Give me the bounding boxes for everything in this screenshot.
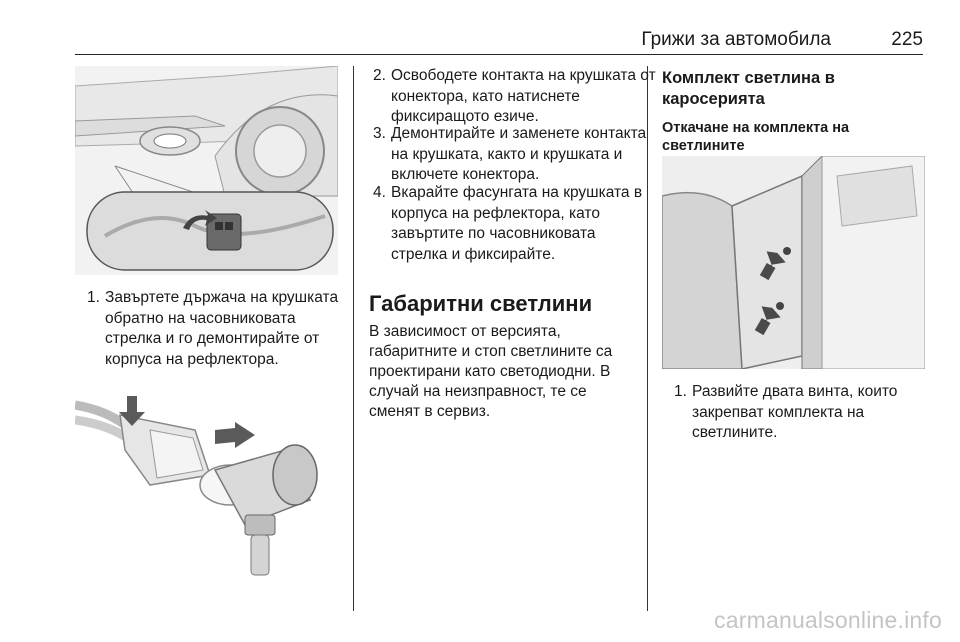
section-heading: Габаритни светлини [369,291,593,316]
page-number: 225 [891,29,923,50]
step-number: 1. [87,289,100,306]
body-light-illustration [662,156,925,369]
subheading: Комплект светлина в каросерията [662,69,835,108]
step-3-text [373,124,656,186]
figure-body-light-screws [662,156,925,369]
fog-light-illustration [75,66,338,275]
watermark: carmanualsonline.info [714,607,942,633]
figure-bulb-connector [75,390,338,590]
step-2-text [373,66,656,128]
step-number: 3. [373,125,386,142]
sub-subheading: Откачане на комплекта на светлините [662,120,850,154]
step-text: Развийте двата винта, които закрепват комплекта на светлините. [692,383,898,441]
step-number: 2. [373,67,386,84]
step-text: Вкарайте фасунгата на крушката в корпуса на рефлектора, като завъртите по часовниковата стрелка и фиксирайте. [391,184,643,263]
step-number: 1. [674,383,687,400]
step-1-right-text [674,382,942,444]
step-text: Завъртете държача на крушката обратно на часовниковата стрелка и го демонтирайте от корпуса на рефлектора. [105,289,339,368]
step-text: Освободете контакта на крушката от конектора, като натиснете фиксиращото езиче. [391,67,656,125]
bulb-connector-illustration [75,390,338,590]
step-text: Демонтирайте и заменете контакта на крушката, както и крушката и включете конектора. [391,125,647,183]
step-number: 4. [373,184,386,201]
step-4-text [373,183,656,265]
figure-fog-light-removal [75,66,338,275]
page-header [75,22,923,55]
step-1-text [87,288,355,370]
body-paragraph: В зависимост от версията, габаритните и стоп светлините са проектирани като светодиодни. В случай на неизправност, те се сменят в сервиз. [369,323,613,420]
header-title: Грижи за автомобила [641,29,831,50]
